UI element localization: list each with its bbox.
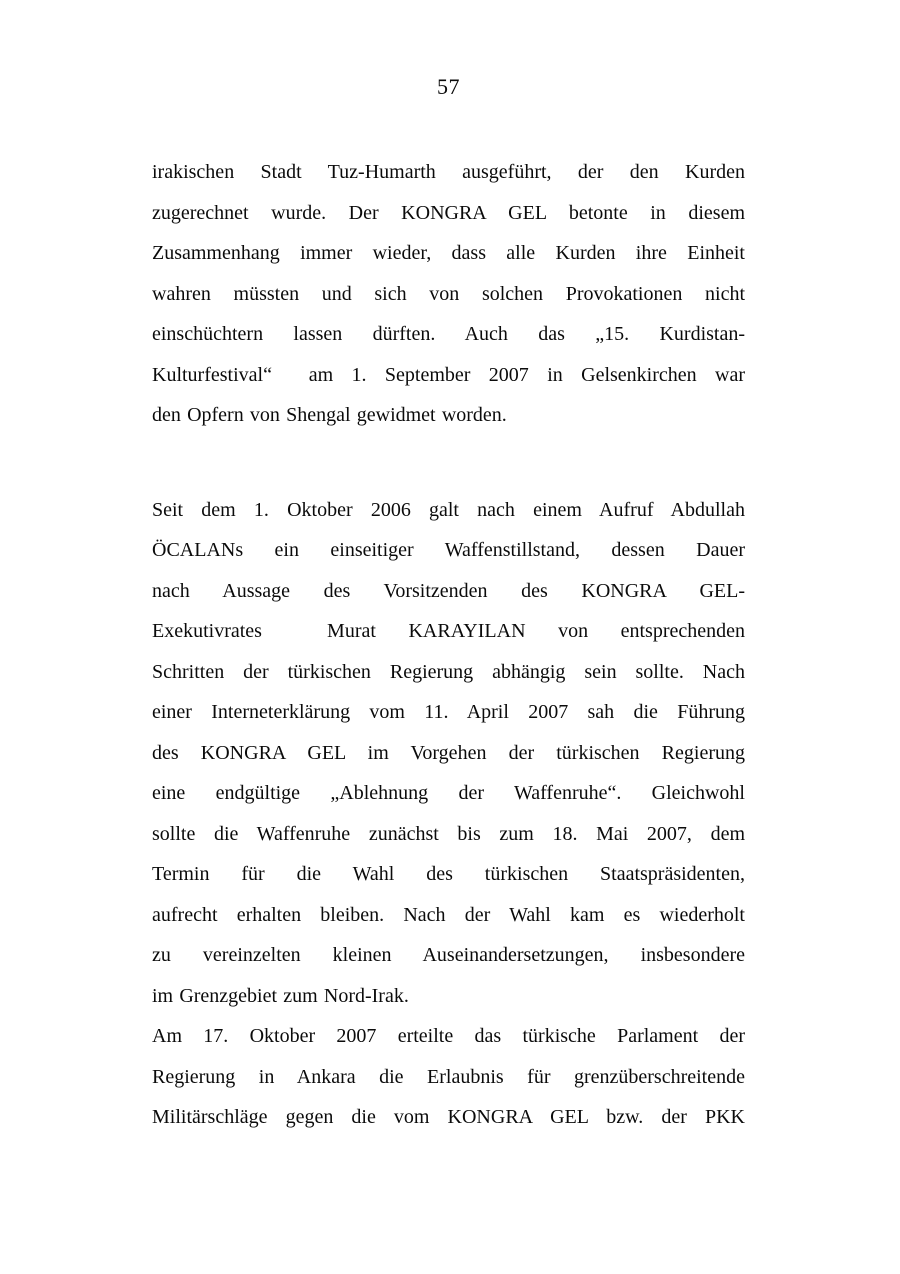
text-line: Exekutivrates Murat KARAYILAN von entsprechenden (152, 620, 745, 642)
text-line: zu vereinzelten kleinen Auseinandersetzungen, insbesondere (152, 944, 745, 966)
text-line: zugerechnet wurde. Der KONGRA GEL betonte in diesem (152, 201, 745, 224)
text-line: einschüchtern lassen dürften. Auch das „15. Kurdistan- (152, 323, 745, 345)
text-line: sollte die Waffenruhe zunächst bis zum 18. Mai 2007, dem (152, 822, 745, 845)
paragraph-1 (152, 152, 745, 436)
text-line: Kulturfestival“ am 1. September 2007 in Gelsenkirchen war (152, 363, 745, 386)
text-line: den Opfern von Shengal gewidmet worden. (152, 404, 507, 426)
text-line: Zusammenhang immer wieder, dass alle Kurden ihre Einheit (152, 242, 745, 264)
text-block (152, 152, 745, 1138)
text-line: Seit dem 1. Oktober 2006 galt nach einem Aufruf Abdullah (152, 498, 745, 521)
text-line: einer Interneterklärung vom 11. April 2007 sah die Führung (152, 701, 745, 723)
text-line: Militärschläge gegen die vom KONGRA GEL bzw. der PKK (152, 1106, 745, 1128)
text-line: nach Aussage des Vorsitzenden des KONGRA GEL- (152, 579, 745, 602)
text-line: Schritten der türkischen Regierung abhängig sein sollte. Nach (152, 660, 745, 683)
text-line: des KONGRA GEL im Vorgehen der türkischen Regierung (152, 741, 745, 764)
text-line: Termin für die Wahl des türkischen Staatspräsidenten, (152, 863, 745, 885)
text-line: ÖCALANs ein einseitiger Waffenstillstand, dessen Dauer (152, 539, 745, 561)
text-line: im Grenzgebiet zum Nord-Irak. (152, 984, 409, 1007)
text-line: eine endgültige „Ablehnung der Waffenruhe“. Gleichwohl (152, 782, 745, 804)
text-line: aufrecht erhalten bleiben. Nach der Wahl kam es wiederholt (152, 903, 745, 926)
text-line: Am 17. Oktober 2007 erteilte das türkische Parlament der (152, 1025, 745, 1047)
page-number: 57 (437, 74, 460, 99)
text-line: Regierung in Ankara die Erlaubnis für grenzüberschreitende (152, 1065, 745, 1088)
text-line: irakischen Stadt Tuz-Humarth ausgeführt, der den Kurden (152, 161, 745, 183)
paragraph-2 (152, 490, 745, 1017)
paragraph-3 (152, 1016, 745, 1138)
text-line: wahren müssten und sich von solchen Provokationen nicht (152, 282, 745, 305)
